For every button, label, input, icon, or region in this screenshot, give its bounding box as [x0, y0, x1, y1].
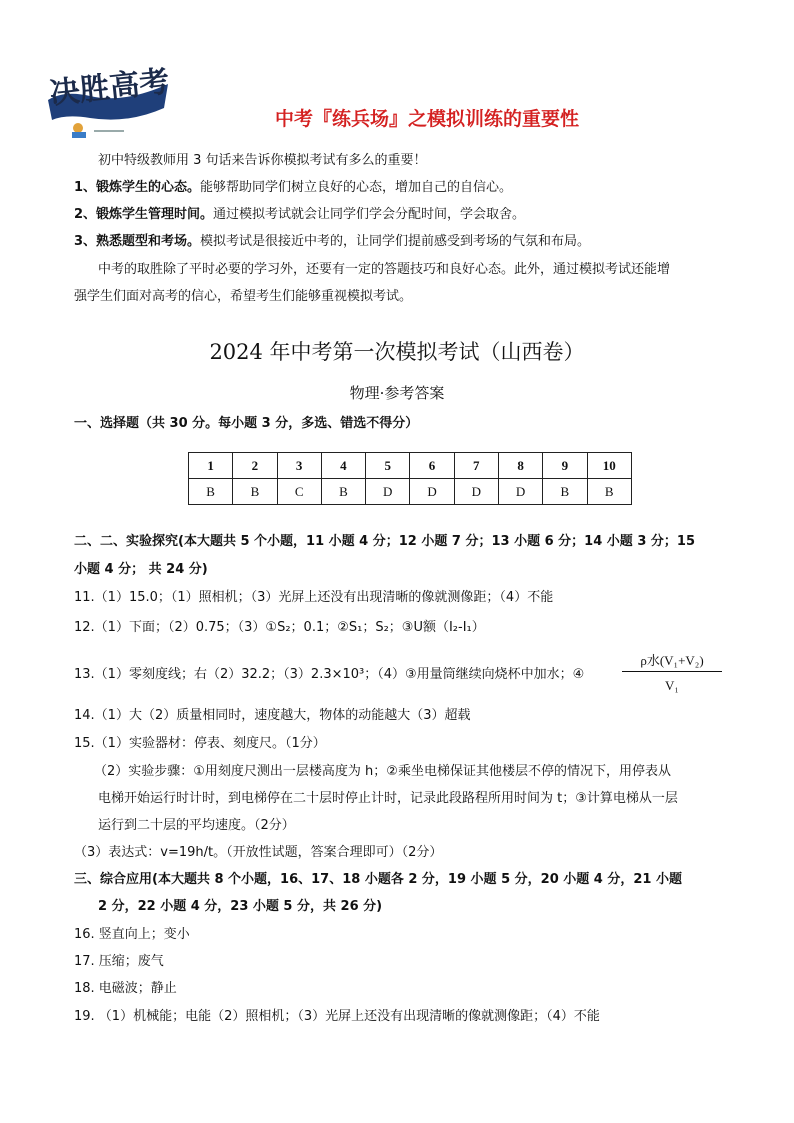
- point-lead: 3、熟悉题型和考场。: [74, 234, 201, 249]
- question-number: 4: [321, 453, 365, 479]
- point-lead: 1、锻炼学生的心态。: [74, 180, 201, 195]
- section1-heading: 一、选择题（共 30 分。每小题 3 分，多选、错选不得分）: [74, 416, 419, 431]
- fraction-denominator: V₁: [665, 678, 679, 693]
- answer-q11: 11.（1）15.0；（1）照相机；（3）光屏上还没有出现清晰的像就测像距；（4）不能: [74, 590, 554, 605]
- answer-cell: B: [233, 479, 277, 505]
- answer-q15-3: 电梯开始运行时计时，到电梯停在二十层时停止计时，记录此段路程所用时间为 t；③计算电梯从一层: [98, 791, 678, 806]
- exam-title: 2024 年中考第一次模拟考试（山西卷）: [209, 340, 585, 364]
- question-number: 9: [543, 453, 587, 479]
- answer-cell: D: [410, 479, 454, 505]
- point-lead: 2、锻炼学生管理时间。: [74, 207, 214, 222]
- point-text: 通过模拟考试就会让同学们学会分配时间，学会取舍。: [213, 207, 526, 222]
- promo-intro: 初中特级教师用 3 句话来告诉你模拟考试有多么的重要！: [98, 153, 427, 168]
- section3-heading-2: 2 分，22 小题 4 分，23 小题 5 分，共 26 分): [98, 899, 383, 914]
- point-text: 模拟考试是很接近中考的，让同学们提前感受到考场的气氛和布局。: [200, 234, 591, 249]
- answer-q13: 13.（1）零刻度线；右（2）32.2；（3）2.3×10³；（4）③用量筒继续向烧杯中加水；④: [74, 667, 585, 682]
- exam-subtitle: 物理·参考答案: [349, 384, 445, 402]
- fraction-numerator: ρ水(V₁+V₂): [622, 650, 722, 672]
- answer-cell: C: [277, 479, 321, 505]
- section2-heading-1: 二、二、实验探究(本大题共 5 个小题，11 小题 4 分；12 小题 7 分；13 小题 6 分；14 小题 3 分；15: [74, 534, 695, 549]
- point-text: 能够帮助同学们树立良好的心态，增加自己的自信心。: [200, 180, 513, 195]
- density-fraction: [622, 650, 722, 694]
- promo-point-3: [74, 233, 590, 251]
- promo-title: 中考『练兵场』之模拟训练的重要性: [274, 108, 579, 130]
- answer-q18: 18. 电磁波；静止: [74, 981, 177, 996]
- promo-point-2: [74, 206, 525, 224]
- answer-q17: 17. 压缩；废气: [74, 954, 164, 969]
- section3-heading-1: 三、综合应用(本大题共 8 个小题，16、17、18 小题各 2 分，19 小题 5 分，20 小题 4 分，21 小题: [74, 872, 682, 887]
- answer-table-answers: [189, 479, 632, 505]
- answer-q12: 12.（1）下面；（2）0.75；（3）①S₂；0.1；②S₁；S₂；③U额（I₂-I₁）: [74, 620, 485, 635]
- answer-q14: 14.（1）大（2）质量相同时，速度越大，物体的动能越大（3）超载: [74, 708, 471, 723]
- answer-q16: 16. 竖直向上；变小: [74, 927, 190, 942]
- question-number: 10: [587, 453, 631, 479]
- promo-closing-2: 强学生们面对高考的信心，希望考生们能够重视模拟考试。: [74, 289, 413, 304]
- question-number: 1: [189, 453, 233, 479]
- answer-cell: B: [587, 479, 631, 505]
- answer-cell: D: [366, 479, 410, 505]
- answer-table-numbers: [189, 453, 632, 479]
- promo-point-1: [74, 179, 512, 197]
- section2-heading-2: 小题 4 分； 共 24 分): [74, 562, 208, 577]
- question-number: 5: [366, 453, 410, 479]
- answer-q19: 19. （1）机械能；电能（2）照相机；（3）光屏上还没有出现清晰的像就测像距；（4）不能: [74, 1009, 600, 1024]
- promo-closing-1: 中考的取胜除了平时必要的学习外，还要有一定的答题技巧和良好心态。此外，通过模拟考试还能增: [98, 262, 671, 277]
- logo-text: 决胜高考: [48, 64, 172, 112]
- answer-cell: B: [321, 479, 365, 505]
- answer-q15-2: （2）实验步骤：①用刻度尺测出一层楼高度为 h；②乘坐电梯保证其他楼层不停的情况下，用停表从: [94, 764, 671, 779]
- answer-cell: D: [498, 479, 542, 505]
- question-number: 6: [410, 453, 454, 479]
- question-number: 8: [498, 453, 542, 479]
- answer-cell: D: [454, 479, 498, 505]
- question-number: 7: [454, 453, 498, 479]
- answer-table: [188, 452, 632, 505]
- answer-q15-4: 运行到二十层的平均速度。（2分）: [98, 818, 295, 833]
- question-number: 3: [277, 453, 321, 479]
- answer-q15-5: （3）表达式：v=19h/t。（开放性试题，答案合理即可）（2分）: [74, 845, 443, 860]
- answer-cell: B: [543, 479, 587, 505]
- question-number: 2: [233, 453, 277, 479]
- answer-q15-1: 15.（1）实验器材：停表、刻度尺。（1分）: [74, 736, 326, 751]
- answer-cell: B: [189, 479, 233, 505]
